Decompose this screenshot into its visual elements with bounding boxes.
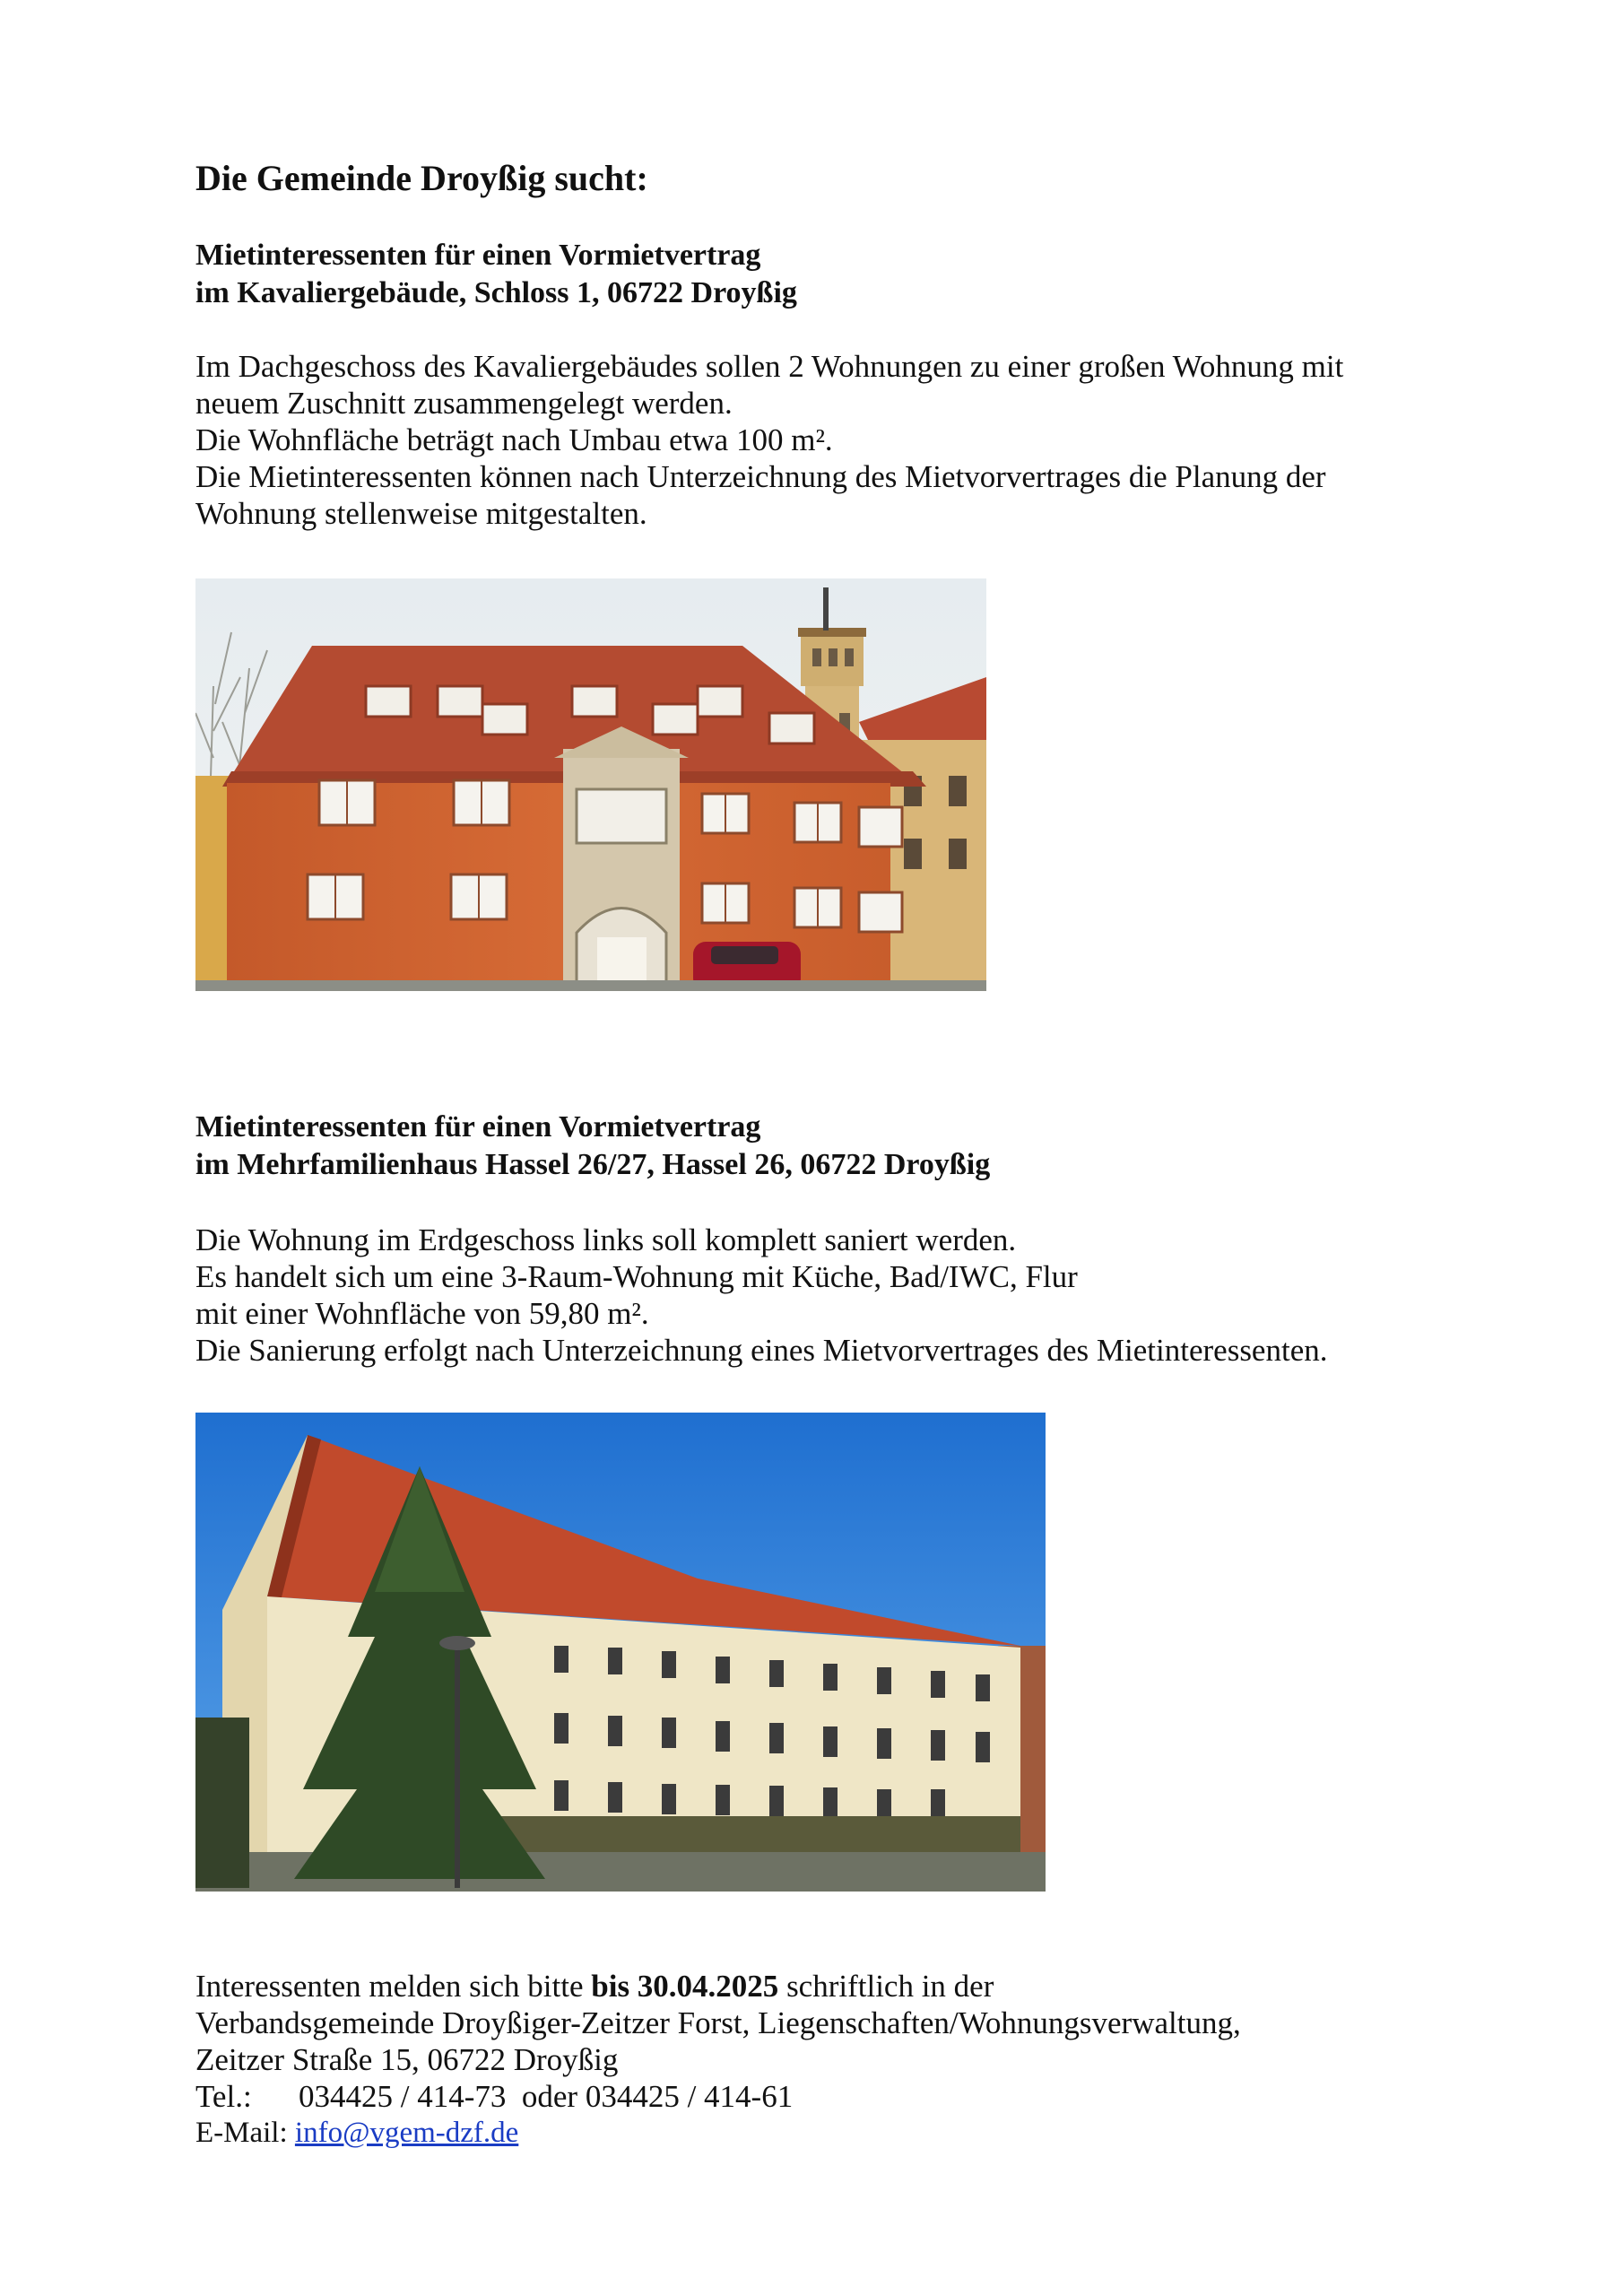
contact-line-office: Verbandsgemeinde Droyßiger-Zeitzer Forst, Liegenschaften/Wohnungsverwaltung, [195, 2005, 1241, 2040]
section1-body-line: Die Wohnfläche beträgt nach Umbau etwa 100 m². [195, 422, 833, 457]
contact-line-phone [195, 2078, 1451, 2115]
section2-title-line: Mietinteressenten für einen Vormietvertrag [195, 1110, 761, 1144]
mehrfamilienhaus-photo [195, 1413, 1046, 1892]
phone-numbers: 034425 / 414-73 oder 034425 / 414-61 [299, 2079, 794, 2114]
contact-deadline-pre: Interessenten melden sich bitte [195, 1969, 592, 2004]
contact-line-address: Zeitzer Straße 15, 06722 Droyßig [195, 2042, 619, 2077]
contact-block [195, 1968, 1451, 2152]
email-label: E-Mail: [195, 2117, 295, 2149]
kavaliergebaeude-photo [195, 578, 986, 991]
section2-title-line: im Mehrfamilienhaus Hassel 26/27, Hassel 26, 06722 Droyßig [195, 1148, 991, 1181]
section1-title [195, 237, 1451, 312]
deadline-date: bis 30.04.2025 [591, 1969, 779, 2004]
section2-body [195, 1222, 1451, 1369]
section2-title [195, 1109, 1451, 1184]
section1-body-line: neuem Zuschnitt zusammengelegt werden. [195, 386, 733, 421]
section2-body-line: Die Wohnung im Erdgeschoss links soll komplett saniert werden. [195, 1222, 1017, 1257]
phone-label: Tel.: [195, 2079, 252, 2114]
page-title: Die Gemeinde Droyßig sucht: [195, 158, 648, 198]
contact-line-deadline [195, 1968, 1451, 2005]
contact-line-email [195, 2115, 1451, 2152]
section1-title-line: Mietinteressenten für einen Vormietvertrag [195, 239, 761, 272]
section1-body [195, 348, 1451, 532]
page-heading [195, 158, 1451, 199]
section1-body-line: Wohnung stellenweise mitgestalten. [195, 496, 647, 531]
section2-body-line: Die Sanierung erfolgt nach Unterzeichnung eines Mietvorvertrages des Mietinteressenten. [195, 1333, 1328, 1368]
contact-deadline-post: schriftlich in der [778, 1969, 994, 2004]
section1-body-line: Die Mietinteressenten können nach Unterzeichnung des Mietvorvertrages die Planung der [195, 459, 1326, 494]
section1-title-line: im Kavaliergebäude, Schloss 1, 06722 Droyßig [195, 276, 797, 309]
email-link[interactable]: info@vgem-dzf.de [294, 2117, 519, 2149]
section2-body-line: mit einer Wohnfläche von 59,80 m². [195, 1296, 649, 1331]
section1-body-line: Im Dachgeschoss des Kavaliergebäudes sollen 2 Wohnungen zu einer großen Wohnung mit [195, 349, 1344, 384]
section2-body-line: Es handelt sich um eine 3-Raum-Wohnung mit Küche, Bad/IWC, Flur [195, 1259, 1078, 1294]
